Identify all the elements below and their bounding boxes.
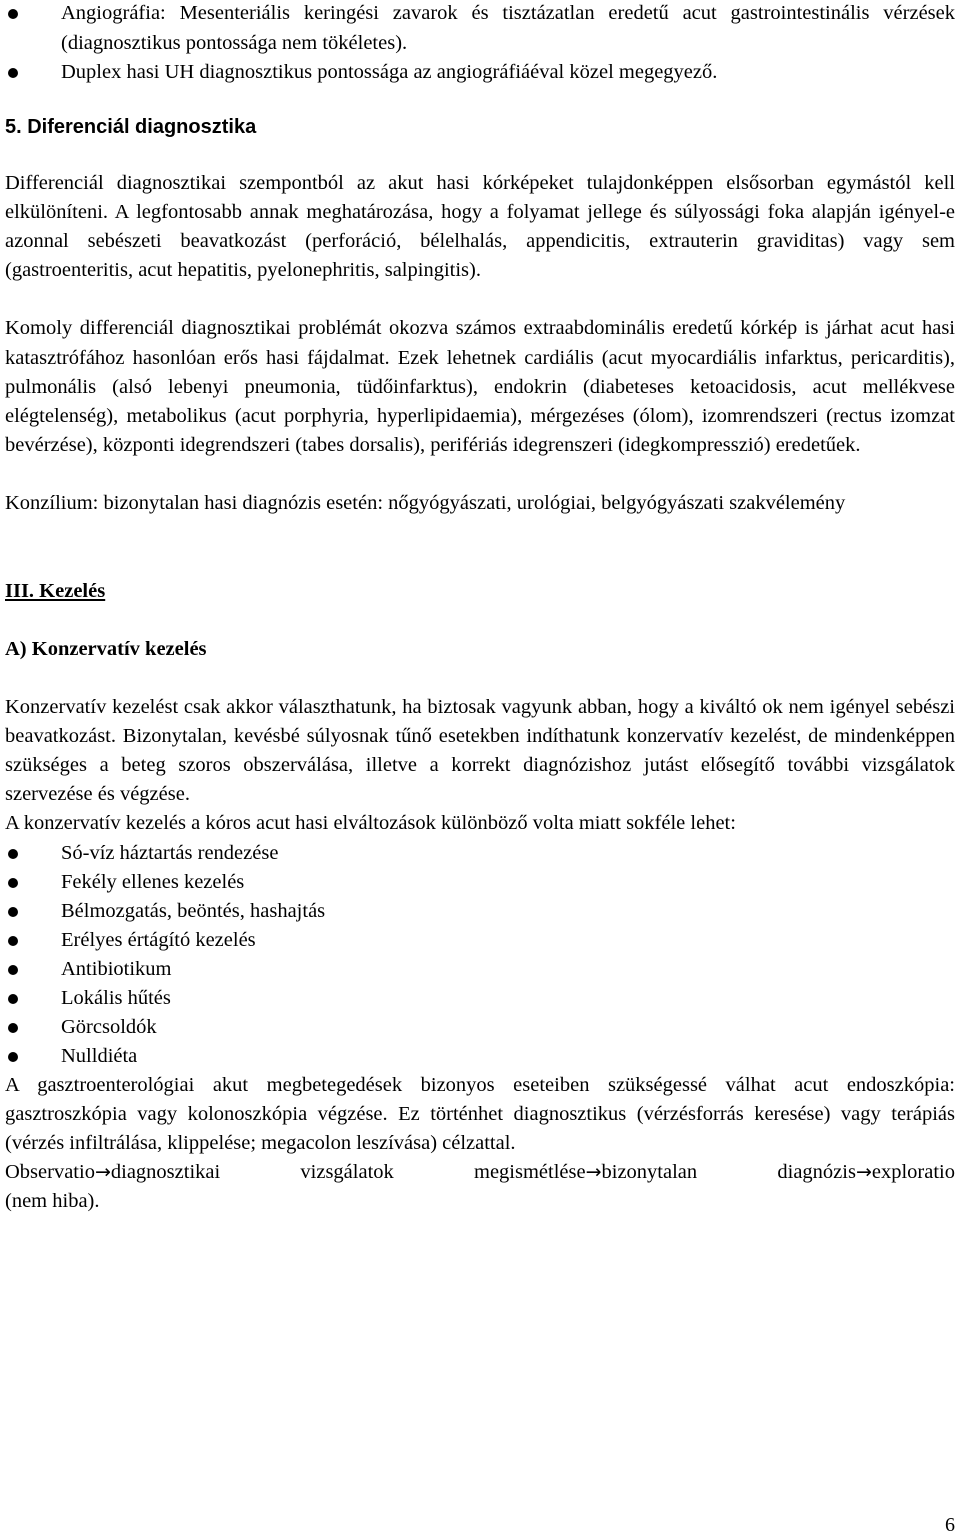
page-number: 6 [945, 1514, 955, 1536]
arrow-right-icon: → [855, 1161, 872, 1184]
list-item [5, 868, 955, 897]
list-item [5, 1042, 955, 1071]
list-item-text: Duplex hasi UH diagnosztikus pontossága az angiográfiáéval közel megegyező. [61, 61, 718, 83]
conservative-treatment-list [5, 839, 955, 1071]
bullet-icon [8, 907, 18, 917]
list-item-text: Görcsoldók [61, 1015, 157, 1038]
paragraph-differential-intro: Differenciál diagnosztikai szempontból az akut hasi kórképeket tulajdonképpen elsősorban egymástól kell elkülöníteni. A legfontosabb annak meghatározása, hogy a folyamat jellege és súlyossági foka alapján igényel-e azonnal sebészeti beavatkozást (perforáció, bélelhalás, appendicitis, extrauterin graviditas) vagy sem (gastroenteritis, acut hepatitis, pyelonephritis, salpingitis). [5, 171, 955, 282]
flow-step: Observatio→diagnosztikai [5, 1161, 221, 1184]
flow-word: vizsgálatok [300, 1161, 394, 1184]
list-item-text: Angiográfia: Mesenteriális keringési zavarok és tisztázatlan eredetű acut gastrointestinális vérzések (diagnosztikus pontossága nem tökéletes). [61, 2, 955, 54]
observation-flow-line [5, 1158, 955, 1187]
list-item [5, 984, 955, 1013]
section-heading-differential: 5. Diferenciál diagnosztika [5, 115, 257, 138]
paragraph-conservative-types: A konzervatív kezelés a kóros acut hasi elváltozások különböző volta miatt sokféle lehet: [5, 812, 736, 835]
list-item [5, 0, 955, 58]
bullet-icon [8, 68, 18, 78]
section-heading-treatment: III. Kezelés [5, 579, 106, 602]
bullet-icon [8, 936, 18, 946]
arrow-right-icon: → [585, 1161, 602, 1184]
list-item-text: Só-víz háztartás rendezése [61, 841, 279, 864]
bullet-icon [8, 1023, 18, 1033]
list-item [5, 58, 955, 88]
list-item [5, 839, 955, 868]
list-item [5, 955, 955, 984]
bullet-icon [8, 849, 18, 859]
list-item [5, 897, 955, 926]
diagnostic-methods-list [5, 0, 955, 88]
list-item-text: Lokális hűtés [61, 986, 171, 1009]
list-item [5, 926, 955, 955]
bullet-icon [8, 965, 18, 975]
bullet-icon [8, 878, 18, 888]
list-item-text: Nulldiéta [61, 1044, 138, 1067]
list-item-text: Erélyes értágító kezelés [61, 928, 256, 951]
document-content [5, 0, 955, 1217]
paragraph-extraabdominal: Komoly differenciál diagnosztikai problémát okozva számos extraabdominális eredetű kórkép is járhat acut hasi katasztrófához hasonlóan erős hasi fájdalmat. Ezek lehetnek cardiális (acut myocardiális infarktus, pericarditis), pulmonális (alsó lebenyi pneumonia, tüdőinfarktus), endokrin (diabeteses ketoacidosis, acut mellékvese elégtelenség), metabolikus (acut porphyria, hyperlipidaemia), mérgezéses (ólom), izomrendszeri (rectus izomzat bevérzése), központi idegrendszeri (tabes dorsalis), perifériás idegrenszeri (idegkompresszió) eredetűek. [5, 317, 955, 457]
list-item-text: Fekély ellenes kezelés [61, 870, 245, 893]
subsection-heading-conservative: A) Konzervatív kezelés [5, 637, 207, 660]
bullet-icon [8, 1052, 18, 1062]
paragraph-conservative-intro: Konzervatív kezelést csak akkor választhatunk, ha biztosak vagyunk abban, hogy a kiváltó ok nem igényel sebészi beavatkozást. Bizonytalan, kevésbé súlyosnak tűnő esetekben indíthatunk konzervatív kezelést, de mindenképpen szükséges a beteg szoros obszerválása, illetve a korrekt diagnózishoz jutást elősegítő további vizsgálatok szervezése és végzése. [5, 695, 955, 806]
list-item-text: Bélmozgatás, beöntés, hashajtás [61, 899, 326, 922]
arrow-right-icon: → [94, 1161, 111, 1184]
paragraph-consultation: Konzílium: bizonytalan hasi diagnózis esetén: nőgyógyászati, urológiai, belgyógyászati szakvélemény [5, 492, 846, 515]
bullet-icon [8, 994, 18, 1004]
bullet-icon [8, 9, 18, 19]
list-item [5, 1013, 955, 1042]
list-item-text: Antibiotikum [61, 957, 172, 980]
flow-tail: (nem hiba). [5, 1190, 100, 1213]
paragraph-endoscopy: A gasztroenterológiai akut megbetegedések bizonyos eseteiben szükségessé válhat acut endoszkópia: gasztroszkópia vagy kolonoszkópia végzése. Ez történhet diagnosztikus (vérzésforrás keresése) vagy terápiás (vérzés infiltrálása, klippelése; megacolon leszívása) célzattal. [5, 1073, 955, 1154]
flow-step: diagnózis→exploratio [777, 1161, 955, 1184]
flow-step: megismétlése→bizonytalan [474, 1161, 698, 1184]
